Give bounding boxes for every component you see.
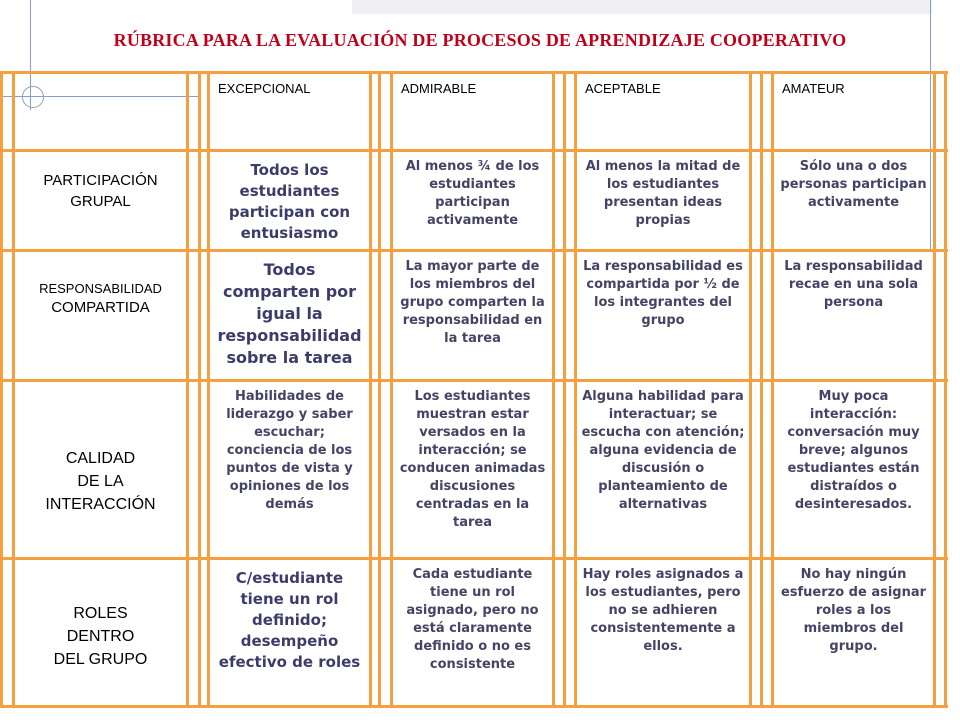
row-label-calidad — [15, 447, 186, 516]
decorative-band — [352, 0, 932, 14]
rubric-cell: Todos los estudiantes participan con entusiasmo — [228, 161, 351, 242]
rubric-cell: Hay roles asignados a los estudiantes, pero no se adhieren consistentemente a ellos. — [582, 567, 744, 654]
rubric-cell: No hay ningún esfuerzo de asignar roles a los miembros del grupo. — [780, 567, 927, 654]
page-title: RÚBRICA PARA LA EVALUACIÓN DE PROCESOS DE APRENDIZAJE COOPERATIVO — [113, 30, 847, 50]
table-border — [0, 249, 948, 252]
row-label-roles — [15, 602, 186, 671]
table-border — [749, 71, 752, 708]
row-label-line: COMPARTIDA — [51, 299, 150, 316]
table-border — [563, 71, 566, 708]
table-border — [760, 71, 763, 708]
table-border — [378, 71, 381, 708]
row-label-participacion — [15, 170, 186, 212]
column-header-excepcional: EXCEPCIONAL — [218, 81, 311, 96]
column-header-amateur: AMATEUR — [782, 81, 845, 96]
rubric-cell: Al menos ¾ de los estudiantes participan activamente — [405, 159, 540, 228]
rubric-cell: Los estudiantes muestran estar versados en la interacción; se conducen animadas discusiones centradas en la tarea — [399, 389, 546, 530]
rubric-cell: Alguna habilidad para interactuar; se escucha con atención; alguna evidencia de discusión o planteamiento de alternativas — [581, 389, 745, 512]
row-label-line: GRUPAL — [70, 193, 131, 210]
table-border — [552, 71, 555, 708]
row-label-line: ROLES — [73, 605, 128, 622]
row-label-line: RESPONSABILIDAD — [39, 281, 162, 296]
row-label-line: DE LA — [77, 473, 124, 490]
table-border — [0, 705, 948, 708]
row-label-line: DEL GRUPO — [53, 651, 148, 668]
table-border — [186, 71, 189, 708]
rubric-cell: C/estudiante tiene un rol definido; desempeño efectivo de roles — [218, 569, 361, 671]
table-border — [0, 149, 948, 152]
table-border — [0, 379, 948, 382]
rubric-cell: La responsabilidad es compartida por ½ de los integrantes del grupo — [583, 259, 743, 328]
table-border — [0, 71, 948, 74]
rubric-cell: Todos comparten por igual la responsabilidad sobre la tarea — [217, 260, 362, 367]
table-border — [198, 71, 201, 708]
row-label-line: PARTICIPACIÓN — [43, 172, 158, 189]
rubric-cell: Cada estudiante tiene un rol asignado, pero no está claramente definido o no es consistente — [406, 567, 539, 672]
row-label-line: CALIDAD — [65, 450, 136, 467]
table-border — [0, 71, 3, 708]
rubric-cell: Sólo una o dos personas participan activamente — [780, 159, 927, 210]
rubric-cell: Al menos la mitad de los estudiantes presentan ideas propias — [585, 159, 741, 228]
rubric-cell: La responsabilidad recae en una sola persona — [784, 259, 923, 310]
table-border — [369, 71, 372, 708]
column-header-admirable: ADMIRABLE — [401, 81, 477, 96]
rubric-cell: Habilidades de liderazgo y saber escuchar; conciencia de los puntos de vista y opiniones de los demás — [226, 389, 353, 512]
row-label-responsabilidad — [15, 280, 186, 318]
rubric-cell: Muy poca interacción: conversación muy breve; algunos estudiantes están distraídos o desinteresados. — [787, 389, 920, 512]
rubric-cell: La mayor parte de los miembros del grupo comparten la responsabilidad en la tarea — [400, 259, 545, 346]
table-border — [944, 71, 947, 708]
table-border — [933, 71, 936, 708]
row-label-line: INTERACCIÓN — [45, 496, 156, 513]
table-border — [0, 557, 948, 560]
row-label-line: DENTRO — [66, 628, 135, 645]
column-header-aceptable: ACEPTABLE — [585, 81, 661, 96]
